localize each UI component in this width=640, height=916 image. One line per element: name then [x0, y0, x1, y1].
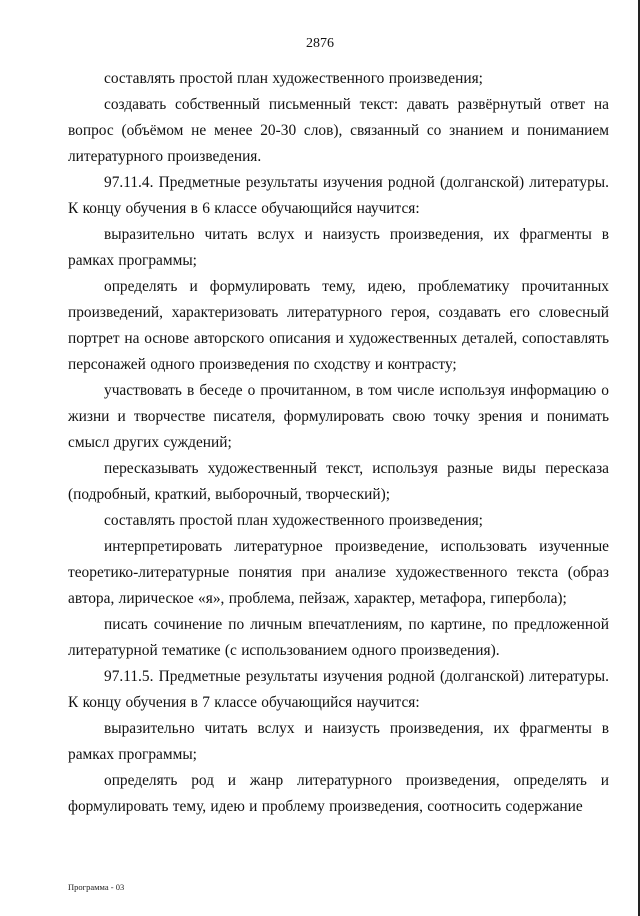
paragraph-4: выразительно читать вслух и наизусть произведения, их фрагменты в рамках программы; — [68, 226, 609, 269]
paragraph-13: определять род и жанр литературного произведения, определять и формулировать тему, идею и проблему произведения, соотносить содержание — [68, 771, 609, 815]
page-number: 2876 — [306, 36, 334, 51]
paragraph-6: участвовать в беседе о прочитанном, в том числе используя информацию о жизни и творчестве писателя, формулировать свою точку зрения и понимать смысл других суждений; — [68, 381, 609, 451]
paragraph-11: 97.11.5. Предметные результаты изучения родной (долганской) литературы. К концу обучения в 7 классе обучающийся научится: — [68, 667, 609, 711]
paragraph-9: интерпретировать литературное произведение, использовать изученные теоретико-литературные понятия при анализе художественного текста (образ автора, лирическое «я», проблема, пейзаж, характер, метафора, гипербола); — [68, 537, 609, 607]
paragraph-7: пересказывать художественный текст, используя разные виды пересказа (подробный, краткий, выборочный, творческий); — [68, 459, 609, 503]
footer-label: Программа - 03 — [68, 882, 125, 892]
paragraph-12: выразительно читать вслух и наизусть произведения, их фрагменты в рамках программы; — [68, 719, 609, 763]
paragraph-1: составлять простой план художественного произведения; — [104, 70, 483, 87]
paragraph-5: определять и формулировать тему, идею, проблематику прочитанных произведений, характеризовать литературного героя, создавать его словесный портрет на основе авторского описания и художественных деталей, сопоставлять персонажей одного произведения по сходству и контрасту; — [68, 278, 609, 373]
paragraph-10: писать сочинение по личным впечатлениям, по картине, по предложенной литературной тематике (с использованием одного произведения). — [68, 615, 609, 659]
paragraph-8: составлять простой план художественного произведения; — [104, 511, 483, 529]
document-body — [68, 66, 609, 820]
paragraph-2: создавать собственный письменный текст: давать развёрнутый ответ на вопрос (объёмом не менее 20-30 слов), связанный со знанием и пониманием литературного произведения. — [68, 96, 609, 165]
paragraph-3: 97.11.4. Предметные результаты изучения родной (долганской) литературы. К концу обучения в 6 классе обучающийся научится: — [68, 174, 609, 217]
